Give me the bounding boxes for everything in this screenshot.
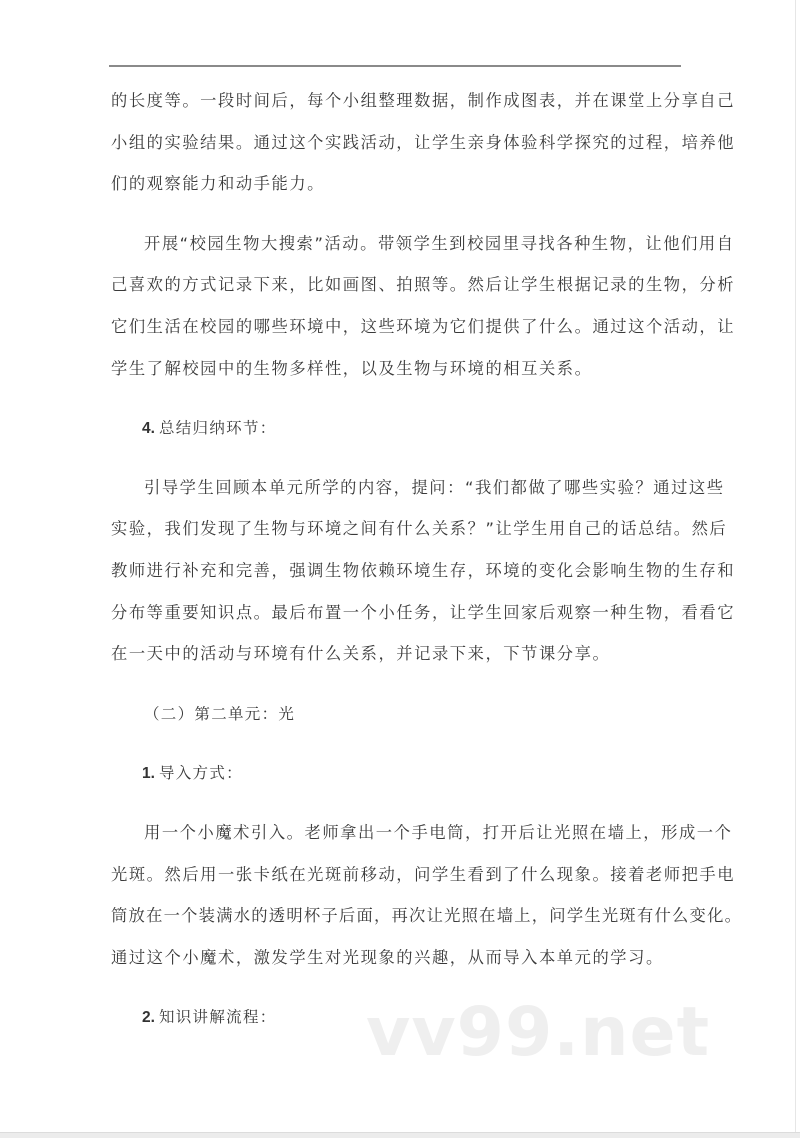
page-bottom-edge bbox=[0, 1132, 800, 1138]
text-line: 们的观察能力和动手能力。 bbox=[111, 174, 325, 194]
paragraph-continuation bbox=[111, 86, 736, 211]
text-line: 小组的实验结果。通过这个实践活动，让学生亲身体验科学探究的过程，培养他 bbox=[111, 132, 736, 152]
paragraph-campus-search bbox=[111, 229, 736, 395]
section-heading-unit-2: （二）第二单元：光 bbox=[144, 704, 296, 723]
heading-text: 总结归纳环节： bbox=[158, 419, 277, 438]
paragraph-summary bbox=[111, 473, 736, 681]
heading-text: 导入方式： bbox=[158, 764, 243, 783]
text-line: 己喜欢的方式记录下来，比如画图、拍照等。然后让学生根据记录的生物，分析 bbox=[111, 275, 736, 295]
text-line: 实验，我们发现了生物与环境之间有什么关系？”让学生用自己的话总结。然后 bbox=[111, 519, 728, 539]
text-line: 在一天中的活动与环境有什么关系，并记录下来，下节课分享。 bbox=[111, 644, 611, 664]
header-rule bbox=[109, 65, 681, 67]
text-line: 通过这个小魔术，激发学生对光现象的兴趣，从而导入本单元的学习。 bbox=[111, 947, 664, 967]
paragraph-magic-trick bbox=[111, 818, 743, 984]
text-line: 开展“校园生物大搜索”活动。带领学生到校园里寻找各种生物，让他们用自 bbox=[144, 233, 735, 253]
text-line: 光斑。然后用一张卡纸在光斑前移动，问学生看到了什么现象。接着老师把手电 bbox=[111, 864, 736, 884]
text-line: 的长度等。一段时间后，每个小组整理数据，制作成图表，并在课堂上分享自己 bbox=[111, 91, 736, 110]
text-line: 分布等重要知识点。最后布置一个小任务，让学生回家后观察一种生物，看看它 bbox=[111, 602, 736, 622]
heading-number: 1. bbox=[142, 765, 155, 783]
text-line: 它们生活在校园的哪些环境中，这些环境为它们提供了什么。通过这个活动，让 bbox=[111, 316, 736, 336]
text-line: 筒放在一个装满水的透明杯子后面，再次让光照在墙上，问学生光斑有什么变化。 bbox=[111, 906, 743, 926]
document-body bbox=[111, 86, 743, 1044]
heading-text: 知识讲解流程： bbox=[158, 1008, 277, 1027]
heading-number: 4. bbox=[142, 420, 155, 438]
heading-introduction bbox=[111, 758, 683, 800]
heading-number: 2. bbox=[142, 1009, 155, 1027]
text-line: 教师进行补充和完善，强调生物依赖环境生存，环境的变化会影响生物的生存和 bbox=[111, 560, 736, 580]
text-line: 引导学生回顾本单元所学的内容，提问：“我们都做了哪些实验？通过这些 bbox=[144, 477, 725, 497]
watermark: vv99.net bbox=[366, 993, 711, 1072]
heading-summary bbox=[111, 413, 683, 455]
text-line: 学生了解校园中的生物多样性，以及生物与环境的相互关系。 bbox=[111, 358, 593, 378]
text-line: 用一个小魔术引入。老师拿出一个手电筒，打开后让光照在墙上，形成一个 bbox=[144, 822, 733, 842]
